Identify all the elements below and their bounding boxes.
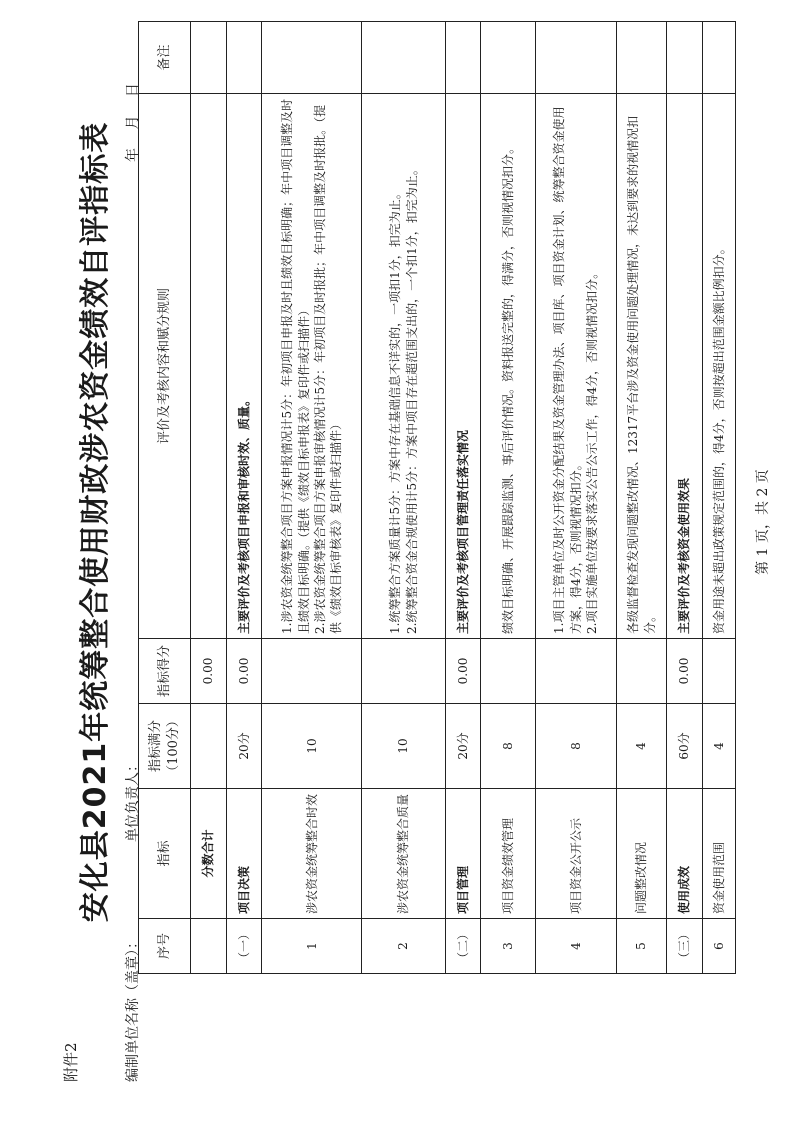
seq-cell: 1 [262,919,362,974]
full-score-cell: 8 [535,704,616,789]
full-score-cell: 60分 [667,704,702,789]
rule-line: 1.统筹整合方案质量计5分：方案中存在基础信息不详实的，一项扣1分，扣完为止。 [388,187,403,634]
score-cell: 0.00 [667,639,702,704]
score-cell: 0.00 [226,639,261,704]
table-row [616,22,666,974]
seq-cell: （一） [226,919,261,974]
rules-cell: 资金用途未超出政策规定范围的，得4分，否则按超出范围金额比例扣分。 [702,94,735,639]
table-header-row [139,22,191,974]
table-row [262,22,362,974]
evaluation-table [138,21,736,974]
rules-cell: 主要评价及考核资金使用效果 [667,94,702,639]
indicator-cell: 涉农资金统筹整合质量 [362,789,445,919]
full-score-cell: 10 [262,704,362,789]
table-row-total [191,22,226,974]
rule-line: 1.涉农资金统筹整合项目方案申报情况计5分：年初项目申报及时且绩效目标明确；年中项目调整及时且绩效目标明确。（提供《绩效目标申报表》复印件或扫描件） [280,98,311,634]
seq-cell: 4 [535,919,616,974]
full-score-cell: 20分 [226,704,261,789]
full-score-cell: 8 [481,704,535,789]
unit-head-label: 单位负责人： [125,758,141,842]
col-indicator: 指标 [139,789,191,919]
indicator-cell: 资金使用范围 [702,789,735,919]
rules-cell: 绩效目标明确、开展跟踪监测、事后评价情况。资料报送完整的，得满分，否则视情况扣分。 [481,94,535,639]
col-full-score: 指标满分（100分） [139,704,191,789]
attachment-label: 附件2 [62,1042,80,1082]
rules-cell [362,94,445,639]
full-score-cell: 20分 [445,704,480,789]
seq-cell: 3 [481,919,535,974]
seq-cell: 6 [702,919,735,974]
score-cell: 0.00 [445,639,480,704]
rules-cell: 主要评价及考核项目管理责任落实情况 [445,94,480,639]
rule-line: 2.项目实施单位按要求落实公告公示工作，得4分，否则视情况扣分。 [584,266,599,634]
table-row-section-1 [226,22,261,974]
table-row [362,22,445,974]
seq-cell: （三） [667,919,702,974]
full-score-cell: 4 [702,704,735,789]
indicator-cell: 项目管理 [445,789,480,919]
rules-cell [262,94,362,639]
total-label: 分数合计 [191,789,226,919]
rule-line: 2.涉农资金统筹整合项目方案申报审核情况计5分：年初项目及时报批；年中项目调整及时报批。（提供《绩效目标审核表》复印件或扫描件） [312,104,343,634]
seq-cell: （二） [445,919,480,974]
table-row [535,22,616,974]
rule-line: 2.统筹整合资金合规使用计5分：方案中项目存在超范围支出的，一个扣1分，扣完为止。 [404,163,419,634]
total-score: 0.00 [191,639,226,704]
indicator-cell: 使用成效 [667,789,702,919]
table-row-section-2 [445,22,480,974]
col-rules: 评价及考核内容和赋分规则 [139,94,191,639]
col-score: 指标得分 [139,639,191,704]
rules-cell: 主要评价及考核项目申报和审核时效、质量。 [226,94,261,639]
full-score-cell: 10 [362,704,445,789]
table-row-section-3 [667,22,702,974]
unit-name-label: 编制单位名称（盖章）： [125,935,141,1082]
indicator-cell: 涉农资金统筹整合时效 [262,789,362,919]
seq-cell: 2 [362,919,445,974]
col-remark: 备注 [139,22,191,94]
page-title: 安化县2021年统筹整合使用财政涉农资金绩效自评指标表 [78,121,113,923]
rules-cell: 各级监督检查发现问题整改情况、12317平台涉及资金使用问题处理情况，未达到要求的视情况扣分。 [616,94,666,639]
seq-cell: 5 [616,919,666,974]
table-row [481,22,535,974]
indicator-cell: 项目决策 [226,789,261,919]
page-footer: 第 1 页，共 2 页 [755,469,771,575]
full-score-cell: 4 [616,704,666,789]
table-row [702,22,735,974]
indicator-cell: 项目资金绩效管理 [481,789,535,919]
date-label: 年 月 日 [125,83,141,162]
indicator-cell: 项目资金公开公示 [535,789,616,919]
col-seq: 序号 [139,919,191,974]
rules-cell [535,94,616,639]
rule-line: 1.项目主管单位及时公开资金分配结果及资金管理办法、项目库、项目资金计划、统筹整合资金使用方案，得4分，否则视情况扣分。 [552,106,583,634]
indicator-cell: 问题整改情况 [616,789,666,919]
